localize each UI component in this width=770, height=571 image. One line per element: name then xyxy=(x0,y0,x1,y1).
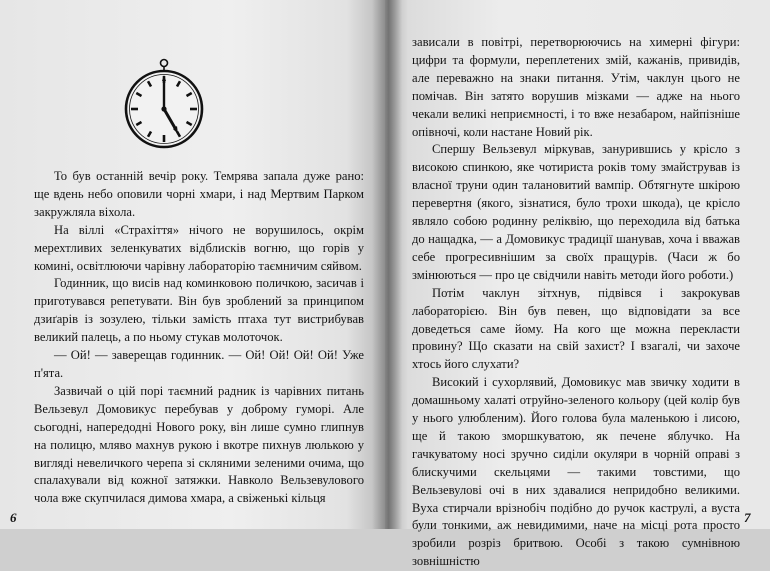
left-page-text xyxy=(34,168,364,508)
paragraph: Зазвичай о цій порі таємний радник із чарівних питань Вельзевул Домовикус перебував у доброму гуморі. Але сьогодні, напередодні Нового року, він лише сумно глипнув на полицю, мляво махнув рукою і вкотре пихнув люлькою у вигляді невеличкого черепа зі скляними зеленими очима, що спалахували від кожної затяжки. Навколо Вельзевулового чола вже скупчилася димова хмара, а свіженькі кільця xyxy=(34,383,364,506)
paragraph: Годинник, що висів над коминковою поличкою, засичав і приготувався репетувати. Він був зроблений за принципом дзиґарів із зозулею, тільки замість птаха тут вистрибував великий палець, а по ньому стукав молоточок. xyxy=(34,276,364,345)
paragraph: На віллі «Страхіття» нічого не ворушилось, окрім мерехтливих зеленкуватих відблисків вогню, що горів у комині, освітлюючи чарівну лабораторію таємничим сяйвом. xyxy=(34,222,364,273)
page-number-right: 7 xyxy=(744,510,751,525)
paragraph: Потім чаклун зітхнув, підвівся і закрокував лабораторією. Він був певен, що відповідати за все доведеться саме йому. На кого ще можна перекласти провину? Що сказати на свій захист? І взагалі, чи захоче хтось його слухати? xyxy=(412,285,740,372)
right-page-text xyxy=(412,34,740,571)
wall-clock-icon xyxy=(122,57,206,147)
paragraph: Спершу Вельзевул міркував, занурившись у крісло з високою спинкою, яке чотириста років тому змайстрував із власної труни один талановитий вампір. Обтягнуте шкірою перевертня (якого, зізнатися, було трохи шкода), це крісло являло собою родинну реліквію, що переходила від батька до нащадка, — а Домовикус традиції шанував, хоча і вважав себе прогресивнішим за своїх пращурів. (Часи ж бо змінюються — про це свідчили навіть методи його роботи.) xyxy=(412,142,740,282)
page-number-left: 6 xyxy=(10,510,17,525)
left-page xyxy=(0,0,385,529)
paragraph: Високий і сухорлявий, Домовикус мав звичку ходити в домашньому халаті отруйно-зеленого кольору (цей колір був у нього улюбленим). Його голова була маленькою і лисою, ще й такою зморшкуватою, як печене яблучко. На гачкуватому носі зручно сиділи окуляри в чорній оправі з блискучими скельцями — такими товстими, що Вельзевулові очі в них здавалися непридобно великими. Вуха стирчали врізнобіч подібно до ручок каструлі, а вуста були тонкими, аж невидимими, наче на місці рота просто зробили розріз бритвою. Особі з такою сумнівною зовнішністю xyxy=(412,375,740,569)
book-gutter xyxy=(372,0,402,529)
paragraph: — Ой! — заверещав годинник. — Ой! Ой! Ой! Ой! Уже п'ята. xyxy=(34,348,364,380)
paragraph-continuation: зависали в повітрі, перетворюючись на химерні фігури: цифри та формули, переплетених змій, кажанів, привидів, але переважно на знаки питання. Утім, чаклун цього не помічав. Він затято ворушив мізками — адже на нього чекали великі неприємності, і то вже незабаром, найпізніше опівночі, коли настане Новий рік. xyxy=(412,35,740,139)
paragraph: То був останній вечір року. Темрява запала дуже рано: ще вдень небо оповили чорні хмари, і над Мертвим Парком закружляла віхола. xyxy=(34,169,364,219)
